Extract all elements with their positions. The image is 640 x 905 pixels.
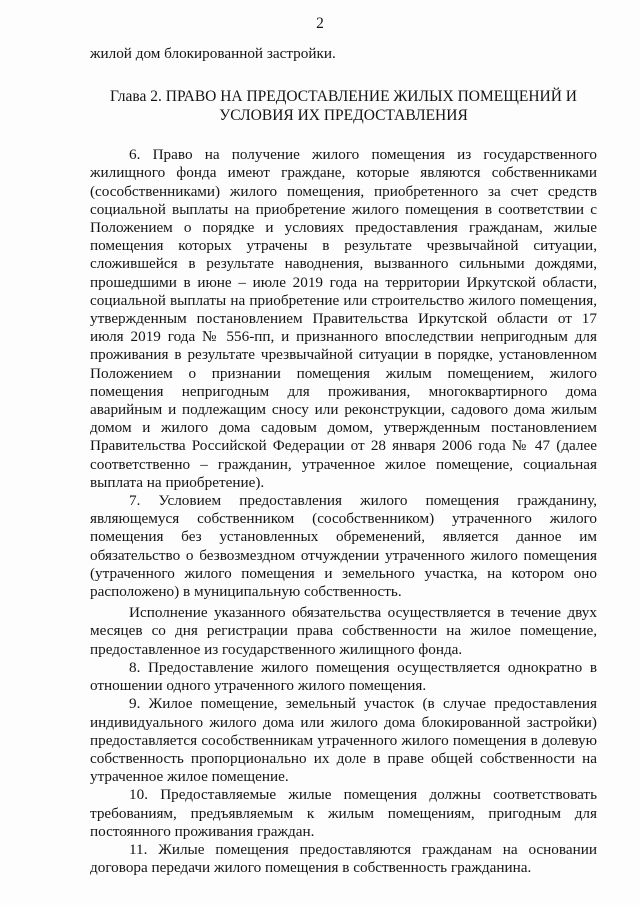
paragraph-7: 7. Условием предоставления жилого помещения гражданину, являющемуся собственником (сособственником) утраченного жилого помещения без установленных обременений, является данное им обязательство о безвозмездном отчуждении утраченного жилого помещения (утраченного жилого помещения и земельного участка, на котором оно расположено) в муниципальную собственность. [90,492,597,601]
chapter-title-line-2: УСЛОВИЯ ИХ ПРЕДОСТАВЛЕНИЯ [219,107,468,125]
paragraph-10: 10. Предоставляемые жилые помещения должны соответствовать требованиям, предъявляемым к жилым помещениям, пригодным для постоянного проживания граждан. [90,786,597,840]
paragraph-6: 6. Право на получение жилого помещения из государственного жилищного фонда имеют граждане, которые являются собственниками (сособственниками) жилого помещения, приобретенного за счет средств социальной выплаты на приобретение жилого помещения в соответствии с Положением о порядке и условиях предоставления гражданам, жилые помещения которых утрачены в результате чрезвычайной ситуации, сложившейся в результате наводнения, вызванного сильными дождями, прошедшими в июне – июле 2019 года на территории Иркутской области, социальной выплаты на приобретение или строительство жилого помещения, утвержденным постановлением Правительства Иркутской области от 17 июля 2019 года № 556-пп, и признанного впоследствии непригодным для проживания в результате чрезвычайной ситуации в порядке, установленном Положением о признании помещения жилым помещением, жилого помещения непригодным для проживания, многоквартирного дома аварийным и подлежащим сносу или реконструкции, садового дома жилым домом и жилого дома садовым домом, утвержденным постановлением Правительства Российской Федерации от 28 января 2006 года № 47 (далее соответственно – гражданин, утраченное жилое помещение, социальная выплата на приобретение). [90,146,597,491]
paragraph-8: 8. Предоставление жилого помещения осуществляется однократно в отношении одного утраченного жилого помещения. [90,658,597,695]
continued-text-line: жилой дом блокированной застройки. [90,45,336,62]
chapter-title [90,87,597,125]
document-body [90,45,597,877]
paragraph-9: 9. Жилое помещение, земельный участок (в случае предоставления индивидуального жилого дома или жилого дома блокированной застройки) предоставляется сособственникам утраченного жилого помещения в долевую собственность пропорционально их доле в праве общей собственности на утраченное жилое помещение. [90,695,597,786]
paragraph-11: 11. Жилые помещения предоставляются гражданам на основании договора передачи жилого помещения в собственность гражданина. [90,840,597,877]
paragraph-7-fulfillment: Исполнение указанного обязательства осуществляется в течение двух месяцев со дня регистрации права собственности на жилое помещение, предоставленное из государственного жилищного фонда. [90,604,597,658]
chapter-title-line-1: Глава 2. ПРАВО НА ПРЕДОСТАВЛЕНИЕ ЖИЛЫХ ПОМЕЩЕНИЙ И [110,88,577,106]
page-number: 2 [316,15,324,32]
